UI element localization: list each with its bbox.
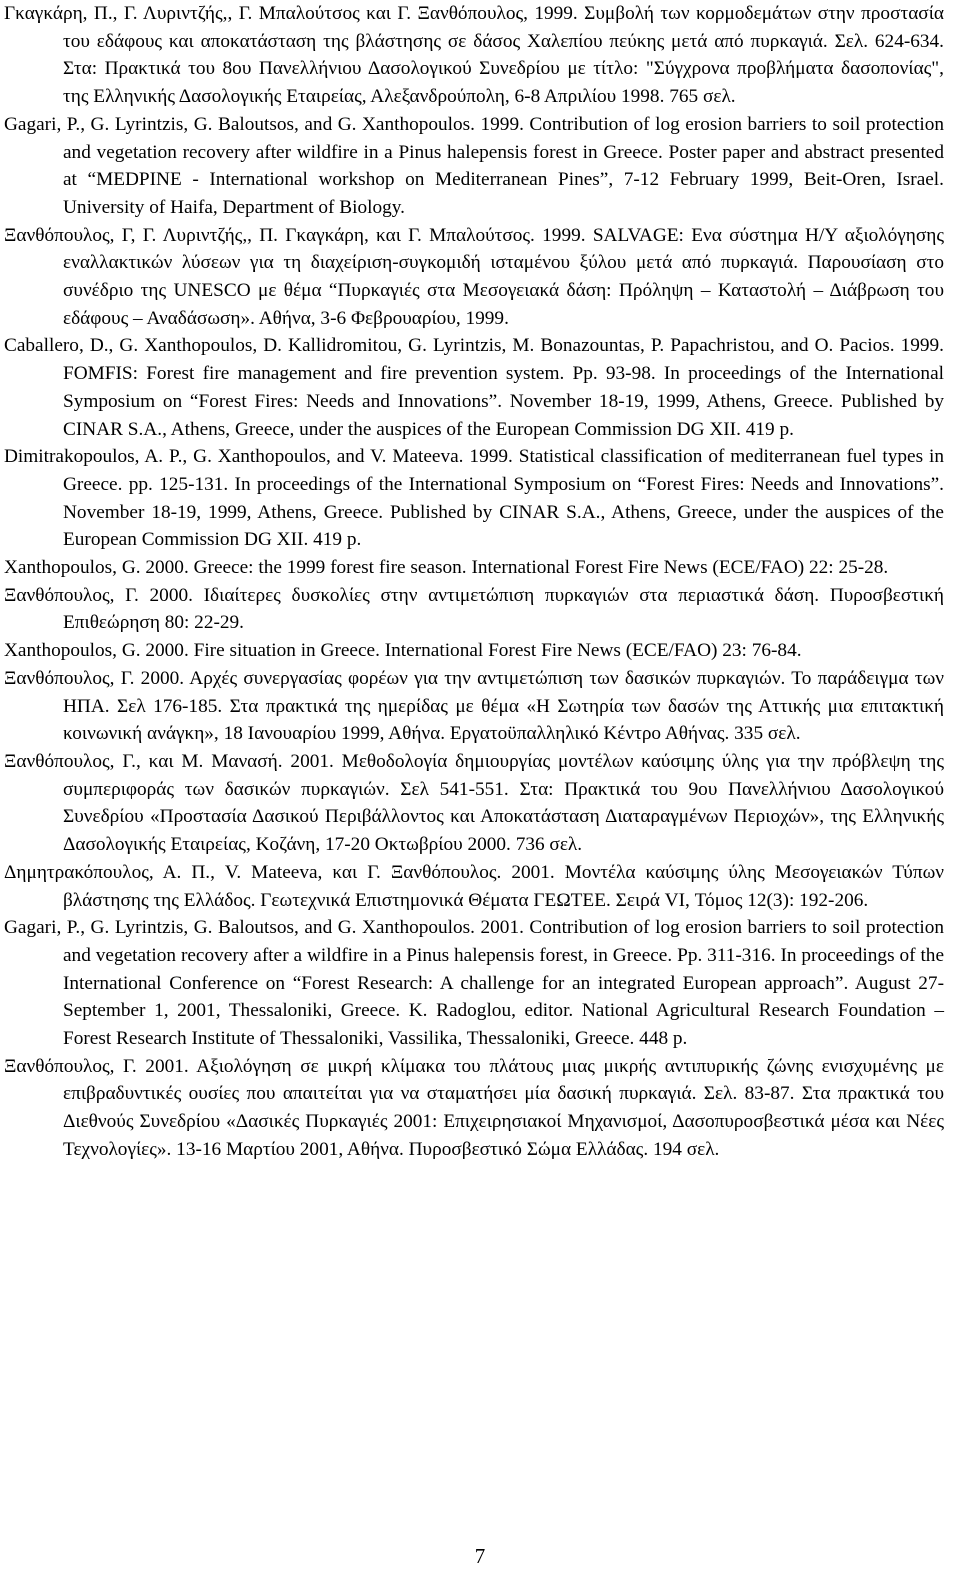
reference-entry: Gagari, P., G. Lyrintzis, G. Baloutsos, and G. Xanthopoulos. 2001. Contribution of log erosion barriers to soil protection and vegetation recovery after a wildfire in a Pinus halepensis forest, in Greece. Pp. 311-316. In proceedings of the International Conference on “Forest Research: A challenge for an integrated European approach”. August 27-September 1, 2001, Thessaloniki, Greece. K. Radoglou, editor. National Agricultural Research Foundation – Forest Research Institute of Thessaloniki, Vassilika, Thessaloniki, Greece. 448 p. xyxy=(4,917,944,1050)
reference-entry: Ξανθόπουλος, Γ. 2000. Ιδιαίτερες δυσκολίες στην αντιμετώπιση πυρκαγιών στα περιαστικά δάση. Πυροσβεστική Επιθεώρηση 80: 22-29. xyxy=(4,584,944,634)
reference-entry: Caballero, D., G. Xanthopoulos, D. Kallidromitou, G. Lyrintzis, M. Bonazountas, P. Papachristou, and O. Pacios. 1999. FOMFIS: Forest fire management and fire prevention system. Pp. 93-98. In proceedings of the International Symposium on “Forest Fires: Needs and Innovations”. November 18-19, 1999, Athens, Greece. Published by CINAR S.A., Athens, Greece, under the auspices of the European Commission DG XII. 419 p. xyxy=(4,335,944,440)
reference-list xyxy=(4,0,944,1164)
reference-entry: Dimitrakopoulos, A. P., G. Xanthopoulos, and V. Mateeva. 1999. Statistical classification of mediterranean fuel types in Greece. pp. 125-131. In proceedings of the International Symposium on “Forest Fires: Needs and Innovations”. November 18-19, 1999, Athens, Greece. Published by CINAR S.A., Athens, Greece, under the auspices of the European Commission DG XII. 419 p. xyxy=(4,446,944,551)
reference-entry: Δημητρακόπουλος, Α. Π., V. Mateeva, και Γ. Ξανθόπουλος. 2001. Μοντέλα καύσιμης ύλης Μεσογειακών Τύπων βλάστησης της Ελλάδος. Γεωτεχνικά Επιστημονικά Θέματα ΓΕΩΤΕΕ. Σειρά VI, Τόμος 12(3): 192-206. xyxy=(4,861,944,911)
reference-entry: Ξανθόπουλος, Γ, Γ. Λυριντζής,, Π. Γκαγκάρη, και Γ. Μπαλούτσος. 1999. SALVAGE: Ενα σύστημα Η/Υ αξιολόγησης εναλλακτικών λύσεων για τη διαχείριση-συγκομιδή ισταμένου ξύλου μετά από πυρκαγιά. Παρουσίαση στο συνέδριο της UNESCO με θέμα “Πυρκαγιές στα Μεσογειακά δάση: Πρόληψη – Καταστολή – Διάβρωση του εδάφους – Αναδάσωση». Αθήνα, 3-6 Φεβρουαρίου, 1999. xyxy=(4,224,944,329)
page-number: 7 xyxy=(474,1544,486,1568)
reference-entry: Ξανθόπουλος, Γ., και Μ. Μανασή. 2001. Μεθοδολογία δημιουργίας μοντέλων καύσιμης ύλης για την πρόβλεψη της συμπεριφοράς των δασικών πυρκαγιών. Σελ 541-551. Στα: Πρακτικά του 9ου Πανελλήνιου Δασολογικού Συνεδρίου «Προστασία Δασικού Περιβάλλοντος και Αποκατάσταση Διαταραγμένων Περιοχών», της Ελληνικής Δασολογικής Εταιρείας, Κοζάνη, 17-20 Οκτωβρίου 2000. 736 σελ. xyxy=(4,750,944,856)
reference-entry: Gagari, P., G. Lyrintzis, G. Baloutsos, and G. Xanthopoulos. 1999. Contribution of log erosion barriers to soil protection and vegetation recovery after wildfire in a Pinus halepensis forest in Greece. Poster paper and abstract presented at “MEDPINE - International workshop on Mediterranean Pines”, 7-12 February 1999, Beit-Oren, Israel. University of Haifa, Department of Biology. xyxy=(4,113,944,218)
reference-entry: Ξανθόπουλος, Γ. 2001. Αξιολόγηση σε μικρή κλίμακα του πλάτους μιας μικρής αντιπυρικής ζώνης ενισχυμένης με επιβραδυντικές ουσίες που απαιτείται για να σταματήσει μία δασική πυρκαγιά. Σελ. 83-87. Στα πρακτικά του Διεθνούς Συνεδρίου «Δασικές Πυρκαγιές 2001: Επιχειρησιακοί Μηχανισμοί, Δασοπυροσβεστικά μέσα και Νέες Τεχνολογίες». 13-16 Μαρτίου 2001, Αθήνα. Πυροσβεστικό Σώμα Ελλάδας. 194 σελ. xyxy=(4,1055,944,1160)
reference-entry: Ξανθόπουλος, Γ. 2000. Αρχές συνεργασίας φορέων για την αντιμετώπιση των δασικών πυρκαγιών. Το παράδειγμα των ΗΠΑ. Σελ 176-185. Στα πρακτικά της ημερίδας με θέμα «Η Σωτηρία των δασών της Αττικής μια επιτακτική κοινωνική ανάγκη», 18 Ιανουαρίου 1999, Αθήνα. Εργατοϋπαλληλικό Κέντρο Αθήνας. 335 σελ. xyxy=(4,667,944,745)
reference-entry: Γκαγκάρη, Π., Γ. Λυριντζής,, Γ. Μπαλούτσος και Γ. Ξανθόπουλος, 1999. Συμβολή των κορμοδεμάτων στην προστασία του εδάφους και αποκατάσταση της βλάστησης σε δάσος Χαλεπίου πεύκης μετά από πυρκαγιά. Σελ. 624-634. Στα: Πρακτικά του 8ου Πανελλήνιου Δασολογικού Συνεδρίου με τίτλο: "Σύγχρονα προβλήματα δασοπονίας", της Ελληνικής Δασολογικής Εταιρείας, Αλεξανδρούπολη, 6-8 Απριλίου 1998. 765 σελ. xyxy=(4,3,944,108)
reference-entry: Xanthopoulos, G. 2000. Fire situation in Greece. International Forest Fire News (ECE/FAO) 23: 76-84. xyxy=(4,640,802,662)
reference-entry: Xanthopoulos, G. 2000. Greece: the 1999 forest fire season. International Forest Fire News (ECE/FAO) 22: 25-28. xyxy=(4,557,889,579)
